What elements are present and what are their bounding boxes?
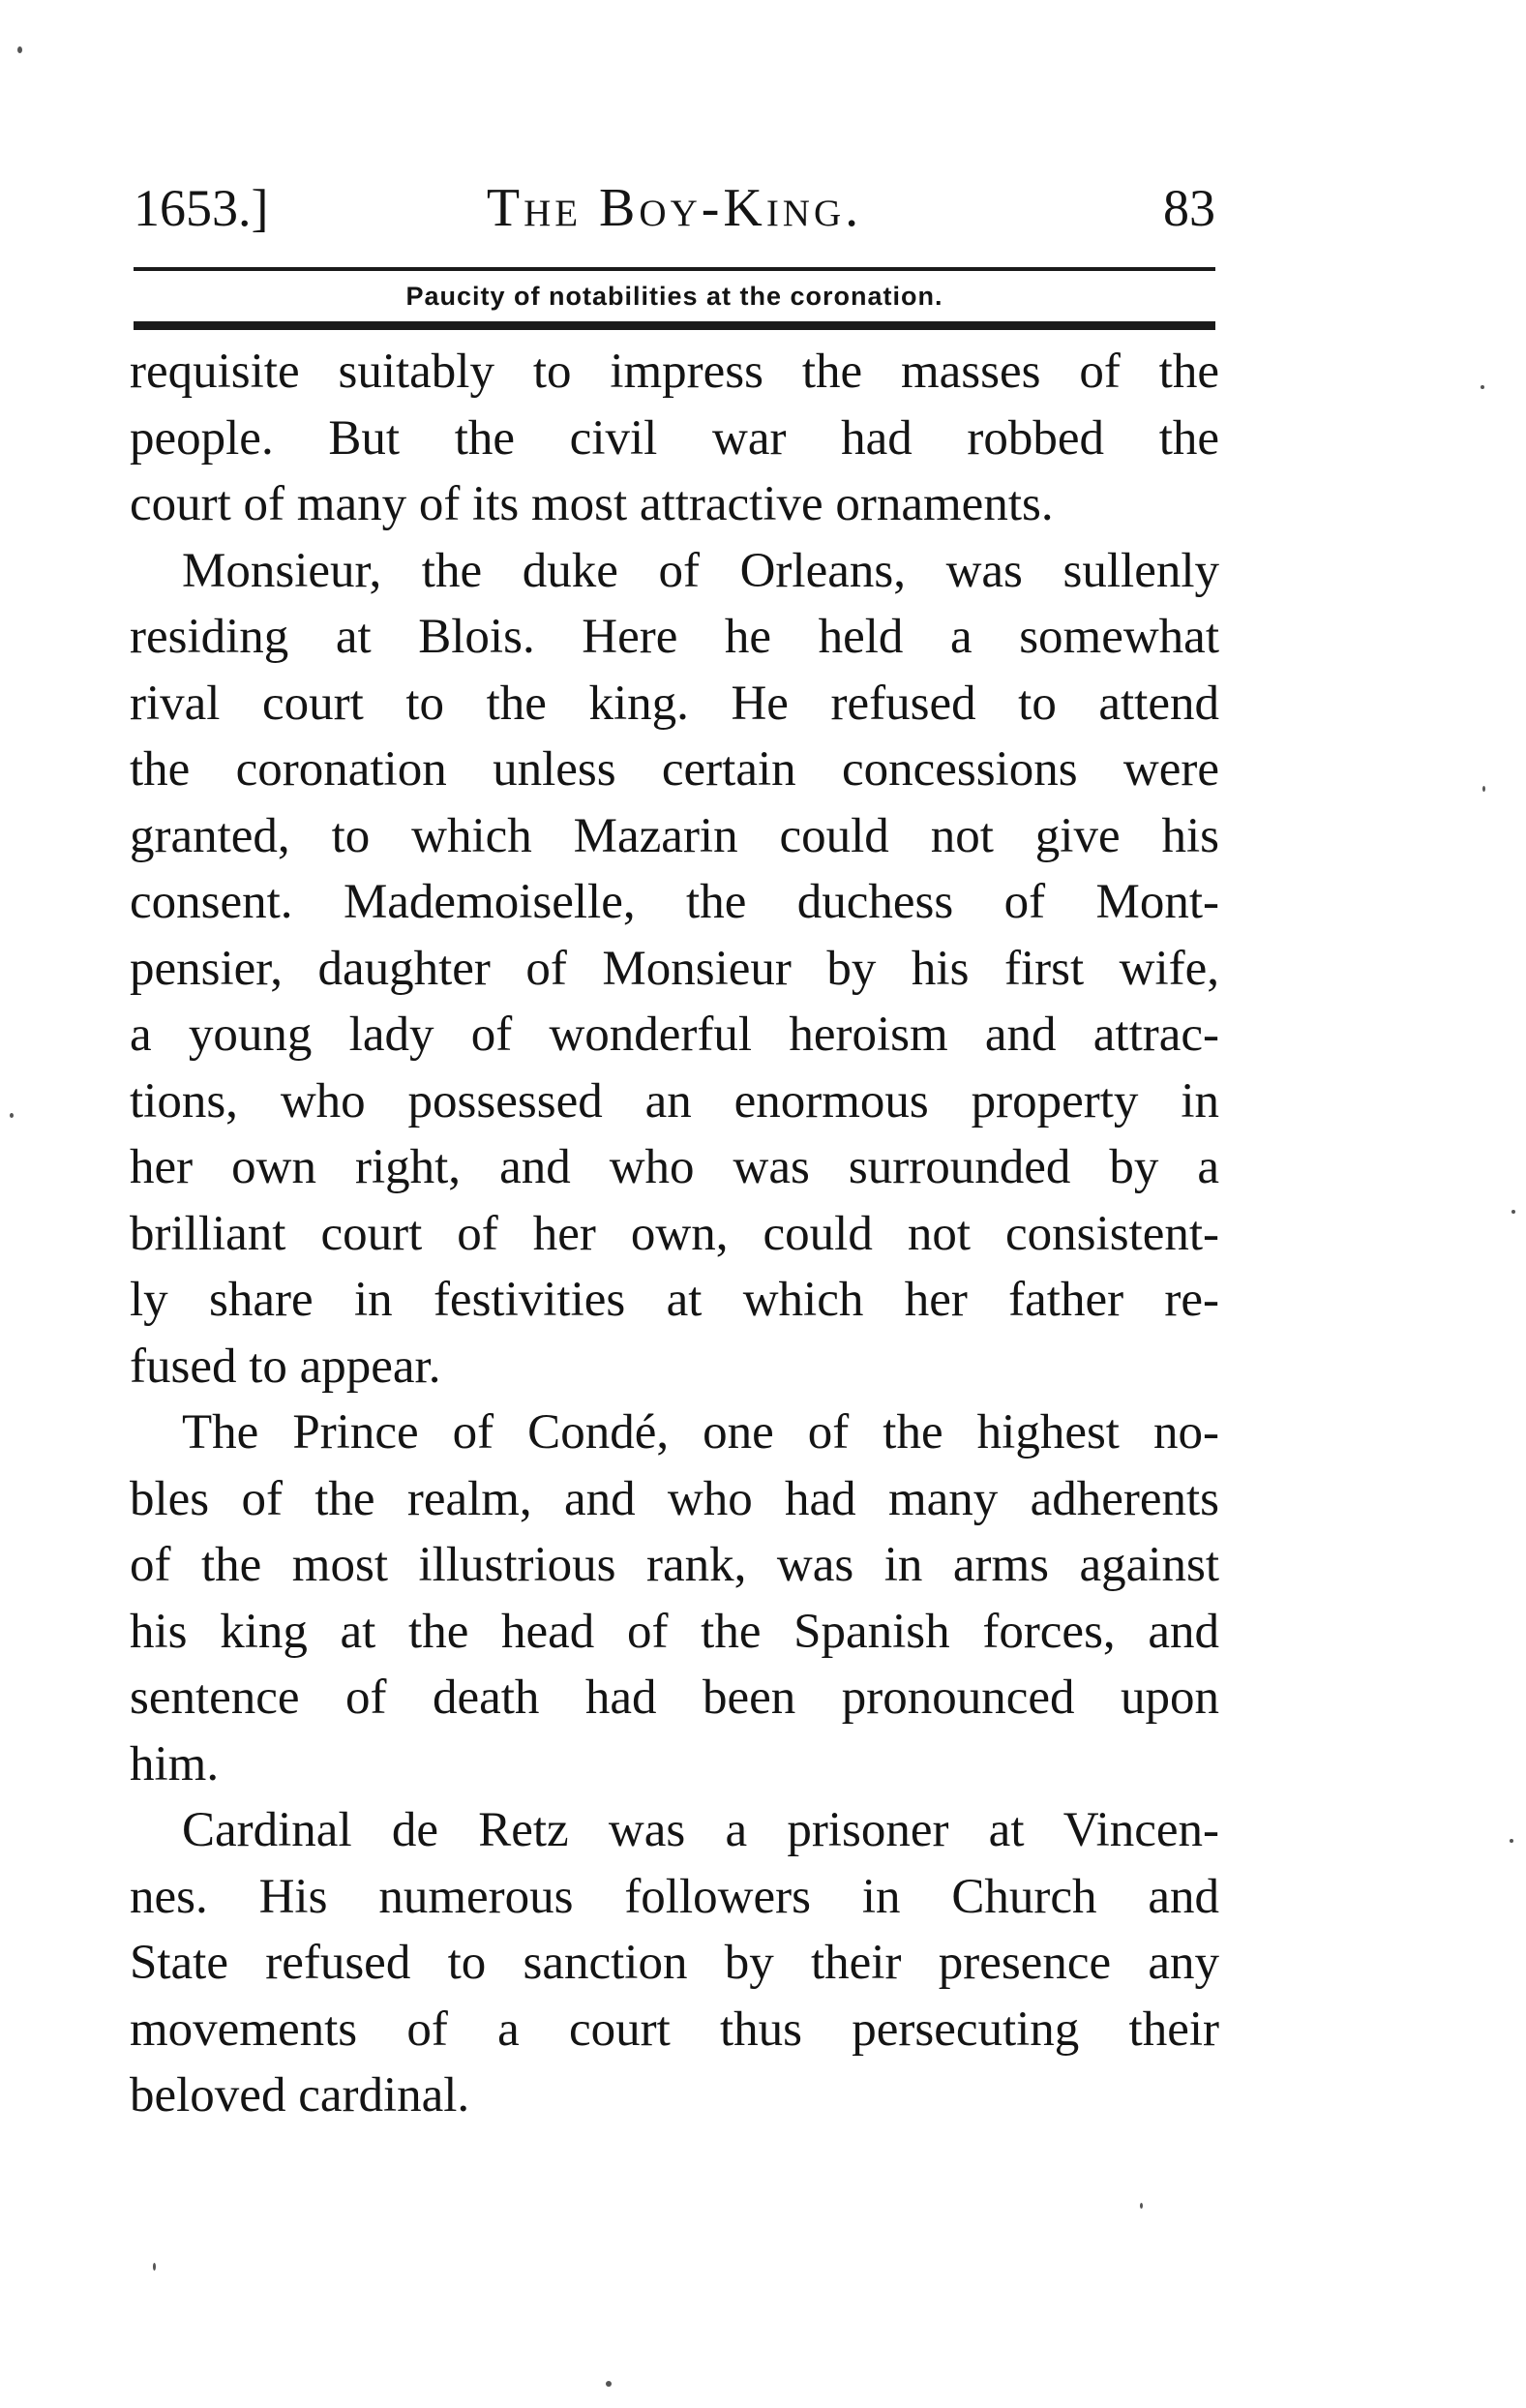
text-line: her own right, and who was surrounded by a [130, 1140, 1219, 1194]
text-line: tions, who possessed an enormous property in [130, 1073, 1219, 1129]
print-speck [1511, 1210, 1515, 1214]
print-speck [10, 1113, 14, 1118]
page-number: 83 [1163, 179, 1215, 237]
text-line: the coronation unless certain concessions were [130, 742, 1219, 797]
text-line: rival court to the king. He refused to attend [130, 676, 1219, 731]
text-line: nes. His numerous followers in Church and [130, 1869, 1219, 1924]
print-speck [1510, 1839, 1513, 1843]
text-line: The Prince of Condé, one of the highest no- [182, 1405, 1219, 1460]
body-text [130, 339, 1219, 2129]
text-line: State refused to sanction by their presence any [130, 1936, 1219, 1990]
text-line: ly share in festivities at which her father re- [130, 1273, 1219, 1327]
header-year: 1653.] [134, 179, 269, 237]
text-line: residing at Blois. Here he held a somewhat [130, 610, 1219, 664]
text-line: a young lady of wonderful heroism and attrac- [130, 1008, 1219, 1062]
running-header [134, 174, 1215, 261]
text-line: his king at the head of the Spanish forces, and [130, 1604, 1219, 1659]
text-line: brilliant court of her own, could not consistent- [130, 1206, 1219, 1261]
header-rule-top [134, 267, 1215, 271]
print-speck [1481, 385, 1484, 389]
header-rule-bottom [134, 321, 1215, 330]
print-speck [17, 46, 22, 53]
text-line: sentence of death had been pronounced upon [130, 1671, 1219, 1725]
print-speck [1482, 786, 1485, 792]
text-line: of the most illustrious rank, was in arms against [130, 1538, 1219, 1592]
print-speck [153, 2263, 156, 2271]
text-line: him. [130, 1736, 220, 1791]
page-subheading: Paucity of notabilities at the coronation. [405, 282, 943, 311]
text-line: movements of a court thus persecuting their [130, 2002, 1219, 2057]
text-line: bles of the realm, and who had many adherents [130, 1471, 1219, 1526]
text-line: Monsieur, the duke of Orleans, was sullenly [182, 543, 1219, 598]
text-line: requisite suitably to impress the masses of the [130, 345, 1219, 399]
text-line: granted, to which Mazarin could not give his [130, 808, 1219, 863]
text-line: beloved cardinal. [130, 2068, 470, 2122]
header-title: The Boy-King. [486, 178, 863, 238]
text-line: court of many of its most attractive ornaments. [130, 477, 1054, 531]
text-line: pensier, daughter of Monsieur by his first wife, [130, 941, 1219, 996]
text-line: Cardinal de Retz was a prisoner at Vincen- [182, 1803, 1219, 1857]
text-line: fused to appear. [130, 1339, 441, 1394]
print-speck [1140, 2203, 1143, 2209]
text-line: consent. Mademoiselle, the duchess of Mont- [130, 875, 1219, 929]
text-line: people. But the civil war had robbed the [130, 410, 1219, 466]
print-speck [606, 2381, 612, 2387]
